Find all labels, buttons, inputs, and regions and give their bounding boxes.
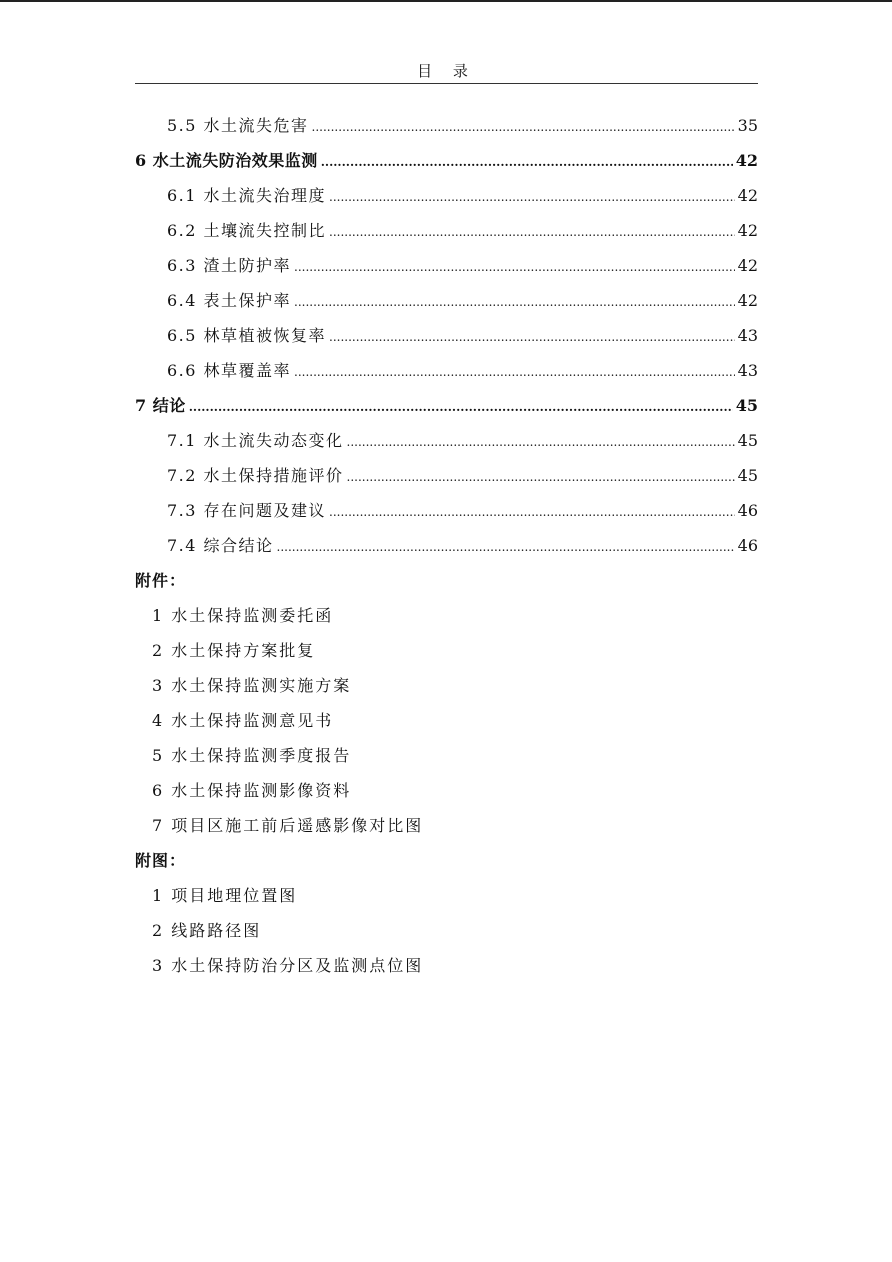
toc-dot-leader [294, 250, 735, 285]
attachment-item: 6 水土保持监测影像资料 [152, 781, 352, 800]
toc-entry-title: 7.2 水土保持措施评价 [167, 466, 344, 485]
toc-entry-page-number: 43 [737, 361, 758, 380]
toc-entry-page-number: 42 [737, 221, 758, 240]
toc-dot-leader [347, 425, 735, 460]
toc-entry-page-number: 42 [737, 256, 758, 275]
toc-dot-leader [329, 320, 735, 355]
attachment-item: 5 水土保持监测季度报告 [152, 746, 352, 765]
toc-entry-title: 7 结论 [135, 396, 186, 415]
toc-entry[interactable] [135, 283, 758, 318]
toc-dot-leader [189, 390, 733, 425]
toc-entry-page-number: 45 [735, 396, 758, 415]
toc-entries [135, 108, 758, 563]
toc-entry-title: 6.3 渣土防护率 [167, 256, 292, 275]
toc-entry[interactable] [135, 423, 758, 458]
toc-entry-page-number: 43 [737, 326, 758, 345]
toc-dot-leader [312, 110, 735, 145]
toc-dot-leader [329, 180, 735, 215]
toc-entry-title: 6 水土流失防治效果监测 [135, 151, 318, 170]
toc-entry-page-number: 45 [737, 431, 758, 450]
toc-dot-leader [277, 530, 735, 565]
toc-entry-page-number: 42 [735, 151, 758, 170]
toc-entry-page-number: 35 [737, 116, 758, 135]
page-top-border [0, 0, 892, 2]
toc-entry-title: 6.6 林草覆盖率 [167, 361, 292, 380]
figures-label: 附图： [135, 851, 187, 870]
toc-entry[interactable] [135, 178, 758, 213]
toc-entry[interactable] [135, 493, 758, 528]
toc-entry-title: 6.2 土壤流失控制比 [167, 221, 327, 240]
toc-entry-title: 7.4 综合结论 [167, 536, 274, 555]
toc-entry-title: 7.3 存在问题及建议 [167, 501, 327, 520]
attachments-label: 附件： [135, 571, 187, 590]
toc-entry-page-number: 42 [737, 186, 758, 205]
toc-entry-title: 6.5 林草植被恢复率 [167, 326, 327, 345]
toc-entry[interactable] [135, 213, 758, 248]
toc-entry-title: 6.4 表土保护率 [167, 291, 292, 310]
attachment-item: 2 水土保持方案批复 [152, 641, 316, 660]
toc-dot-leader [347, 460, 735, 495]
toc-entry[interactable] [135, 318, 758, 353]
figure-item: 1 项目地理位置图 [152, 886, 298, 905]
attachments-list [135, 598, 758, 843]
toc-entry-page-number: 46 [737, 501, 758, 520]
toc-entry[interactable] [135, 108, 758, 143]
figure-item: 2 线路路径图 [152, 921, 262, 940]
header-rule [135, 83, 758, 84]
toc-entry[interactable] [135, 388, 758, 423]
attachment-item: 7 项目区施工前后遥感影像对比图 [152, 816, 424, 835]
figure-item: 3 水土保持防治分区及监测点位图 [152, 956, 424, 975]
toc-entry-title: 5.5 水土流失危害 [167, 116, 309, 135]
toc-dot-leader [294, 285, 735, 320]
toc-entry[interactable] [135, 143, 758, 178]
toc-entry[interactable] [135, 248, 758, 283]
toc-entry[interactable] [135, 353, 758, 388]
toc-dot-leader [329, 215, 735, 250]
page-header-title: 目 录 [417, 62, 476, 80]
table-of-contents [135, 108, 758, 983]
attachment-item: 4 水土保持监测意见书 [152, 711, 334, 730]
toc-dot-leader [294, 355, 735, 390]
toc-entry[interactable] [135, 458, 758, 493]
toc-entry-page-number: 45 [737, 466, 758, 485]
toc-entry-page-number: 46 [737, 536, 758, 555]
toc-entry-title: 7.1 水土流失动态变化 [167, 431, 344, 450]
toc-entry[interactable] [135, 528, 758, 563]
toc-dot-leader [329, 495, 735, 530]
toc-dot-leader [321, 145, 733, 180]
figures-list [135, 878, 758, 983]
toc-entry-title: 6.1 水土流失治理度 [167, 186, 327, 205]
toc-entry-page-number: 42 [737, 291, 758, 310]
attachment-item: 1 水土保持监测委托函 [152, 606, 334, 625]
attachment-item: 3 水土保持监测实施方案 [152, 676, 352, 695]
